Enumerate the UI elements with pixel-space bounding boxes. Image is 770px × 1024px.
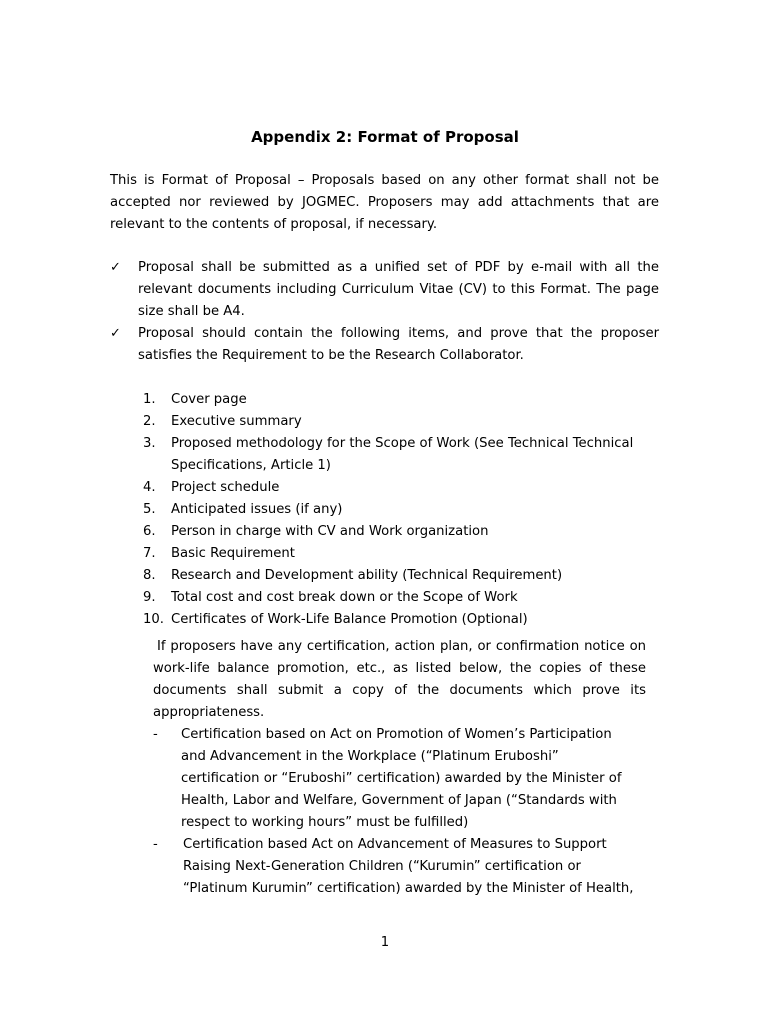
item-text: Cover page — [171, 392, 247, 407]
item-number: 4. — [143, 480, 156, 495]
intro-paragraph: This is Format of Proposal – Proposals based on any other format shall not be accepted nor reviewed by JOGMEC. Proposers may add attachments that are relevant to the contents of proposal, if necessary. — [110, 173, 659, 232]
list-item — [143, 565, 659, 587]
list-item — [143, 433, 659, 477]
item-text: Basic Requirement — [171, 546, 295, 561]
item-text: Executive summary — [171, 414, 302, 429]
cert-line: and Advancement in the Workplace (“Platinum Eruboshi” — [181, 749, 559, 764]
item-number: 6. — [143, 524, 156, 539]
cert-line: “Platinum Kurumin” certification) awarded by the Minister of Health, — [183, 881, 634, 896]
cert-line: Certification based on Act on Promotion of Women’s Participation — [181, 727, 612, 742]
item-text: Person in charge with CV and Work organization — [171, 524, 489, 539]
requirements-bullet-list — [110, 257, 659, 367]
item-number: 3. — [143, 436, 156, 451]
cert-line: certification or “Eruboshi” certification) awarded by the Minister of — [181, 771, 622, 786]
list-item — [143, 543, 659, 565]
item-number: 7. — [143, 546, 156, 561]
certification-list — [153, 724, 646, 900]
item-text: Certificates of Work-Life Balance Promotion (Optional) — [171, 612, 528, 627]
check-icon: ✓ — [110, 260, 121, 275]
cert-line: Certification based Act on Advancement of Measures to Support — [183, 837, 607, 852]
bullet-item — [110, 323, 659, 367]
bullet-item — [110, 257, 659, 323]
item-text: Total cost and cost break down or the Scope of Work — [171, 590, 518, 605]
certification-paragraph: If proposers have any certification, action plan, or confirmation notice on work-life balance promotion, etc., as listed below, the copies of these documents shall submit a copy of the documents which prove its appropriateness. — [153, 639, 646, 720]
item-text: Anticipated issues (if any) — [171, 502, 343, 517]
bullet-text: Proposal should contain the following items, and prove that the proposer satisfies the Requirement to be the Research Collaborator. — [138, 326, 659, 363]
cert-line: Health, Labor and Welfare, Government of Japan (“Standards with — [181, 793, 617, 808]
item-number: 9. — [143, 590, 156, 605]
certification-item — [153, 724, 646, 834]
check-icon: ✓ — [110, 326, 121, 341]
dash-marker: - — [153, 727, 158, 742]
list-item — [143, 587, 659, 609]
item-number: 2. — [143, 414, 156, 429]
cert-line: respect to working hours” must be fulfilled) — [181, 815, 469, 830]
item-number: 10. — [143, 612, 164, 627]
list-item — [143, 411, 659, 433]
bullet-text: Proposal shall be submitted as a unified set of PDF by e-mail with all the relevant documents including Curriculum Vitae (CV) to this Format. The page size shall be A4. — [138, 260, 659, 319]
item-text: Proposed methodology for the Scope of Work (See Technical Technical Specifications, Article 1) — [171, 436, 634, 473]
cert-line: Raising Next-Generation Children (“Kurumin” certification or — [183, 859, 581, 874]
page-title: Appendix 2: Format of Proposal — [251, 128, 519, 146]
page-number: 1 — [380, 935, 390, 950]
item-number: 8. — [143, 568, 156, 583]
item-text: Research and Development ability (Technical Requirement) — [171, 568, 563, 583]
item-text: Project schedule — [171, 480, 280, 495]
list-item — [143, 521, 659, 543]
item-number: 1. — [143, 392, 156, 407]
item-number: 5. — [143, 502, 156, 517]
proposal-items-list — [143, 389, 659, 631]
list-item — [143, 499, 659, 521]
list-item — [143, 477, 659, 499]
list-item — [143, 609, 659, 631]
certification-item — [153, 834, 646, 900]
list-item — [143, 389, 659, 411]
dash-marker: - — [153, 837, 158, 852]
